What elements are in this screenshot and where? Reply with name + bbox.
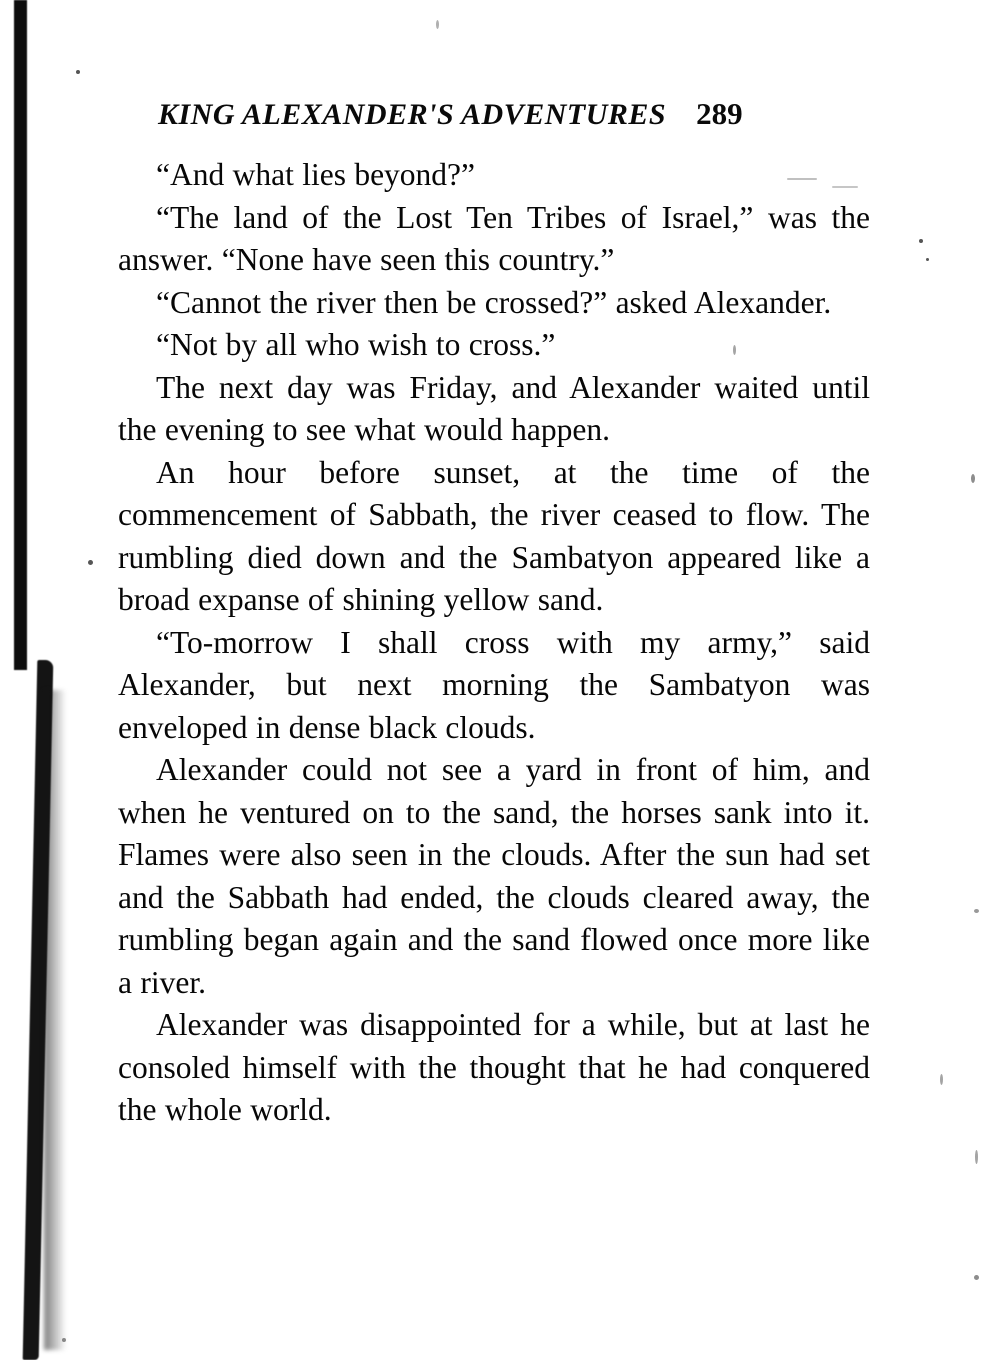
scan-speck	[974, 1275, 979, 1280]
scan-speck	[940, 1074, 943, 1085]
gutter-shadow-fade	[44, 690, 66, 1350]
scan-speck	[436, 20, 439, 29]
paragraph: An hour before sunset, at the time of the commencement of Sabbath, the river ceased to flow. The rumbling died down and the Sambatyon appeared like a broad expanse of shining yellow sand.	[118, 454, 870, 617]
body-text	[118, 154, 870, 1132]
paragraph: “To-morrow I shall cross with my army,” said Alexander, but next morning the Sambatyon was enveloped in dense black clouds.	[118, 624, 870, 745]
scan-speck	[88, 560, 93, 565]
scan-speck	[919, 239, 923, 243]
scan-speck	[76, 70, 80, 74]
scan-speck	[975, 1150, 978, 1164]
scan-speck	[62, 1338, 66, 1342]
gutter-shadow-bottom	[23, 660, 54, 1360]
scan-speck	[974, 909, 979, 913]
gutter-shadow-top	[14, 0, 27, 670]
paragraph: “The land of the Lost Ten Tribes of Israel,” was the answer. “None have seen this country.”	[118, 199, 870, 277]
running-head	[118, 96, 870, 132]
page-content	[118, 96, 870, 1132]
paragraph: “Cannot the river then be crossed?” asked Alexander.	[156, 284, 832, 320]
paragraph: Alexander was disappointed for a while, but at last he consoled himself with the thought that he had conquered the whole world.	[118, 1007, 870, 1127]
scan-speck	[971, 474, 975, 483]
scan-binding-gutter	[0, 0, 46, 1351]
scan-speck	[926, 258, 929, 261]
paragraph: The next day was Friday, and Alexander waited until the evening to see what would happen.	[118, 369, 870, 447]
paragraph: “Not by all who wish to cross.”	[156, 327, 556, 362]
page-number: 289	[696, 96, 743, 131]
running-head-title: KING ALEXANDER'S ADVENTURES	[158, 98, 667, 131]
paragraph: Alexander could not see a yard in front of him, and when he ventured on to the sand, the horses sank into it. Flames were also seen in the clouds. After the sun had set and the Sabbath had ended, the clouds cleared away, the rumbling began again and the sand flowed once more like a river.	[118, 752, 870, 1000]
paragraph: “And what lies beyond?”	[156, 157, 476, 192]
